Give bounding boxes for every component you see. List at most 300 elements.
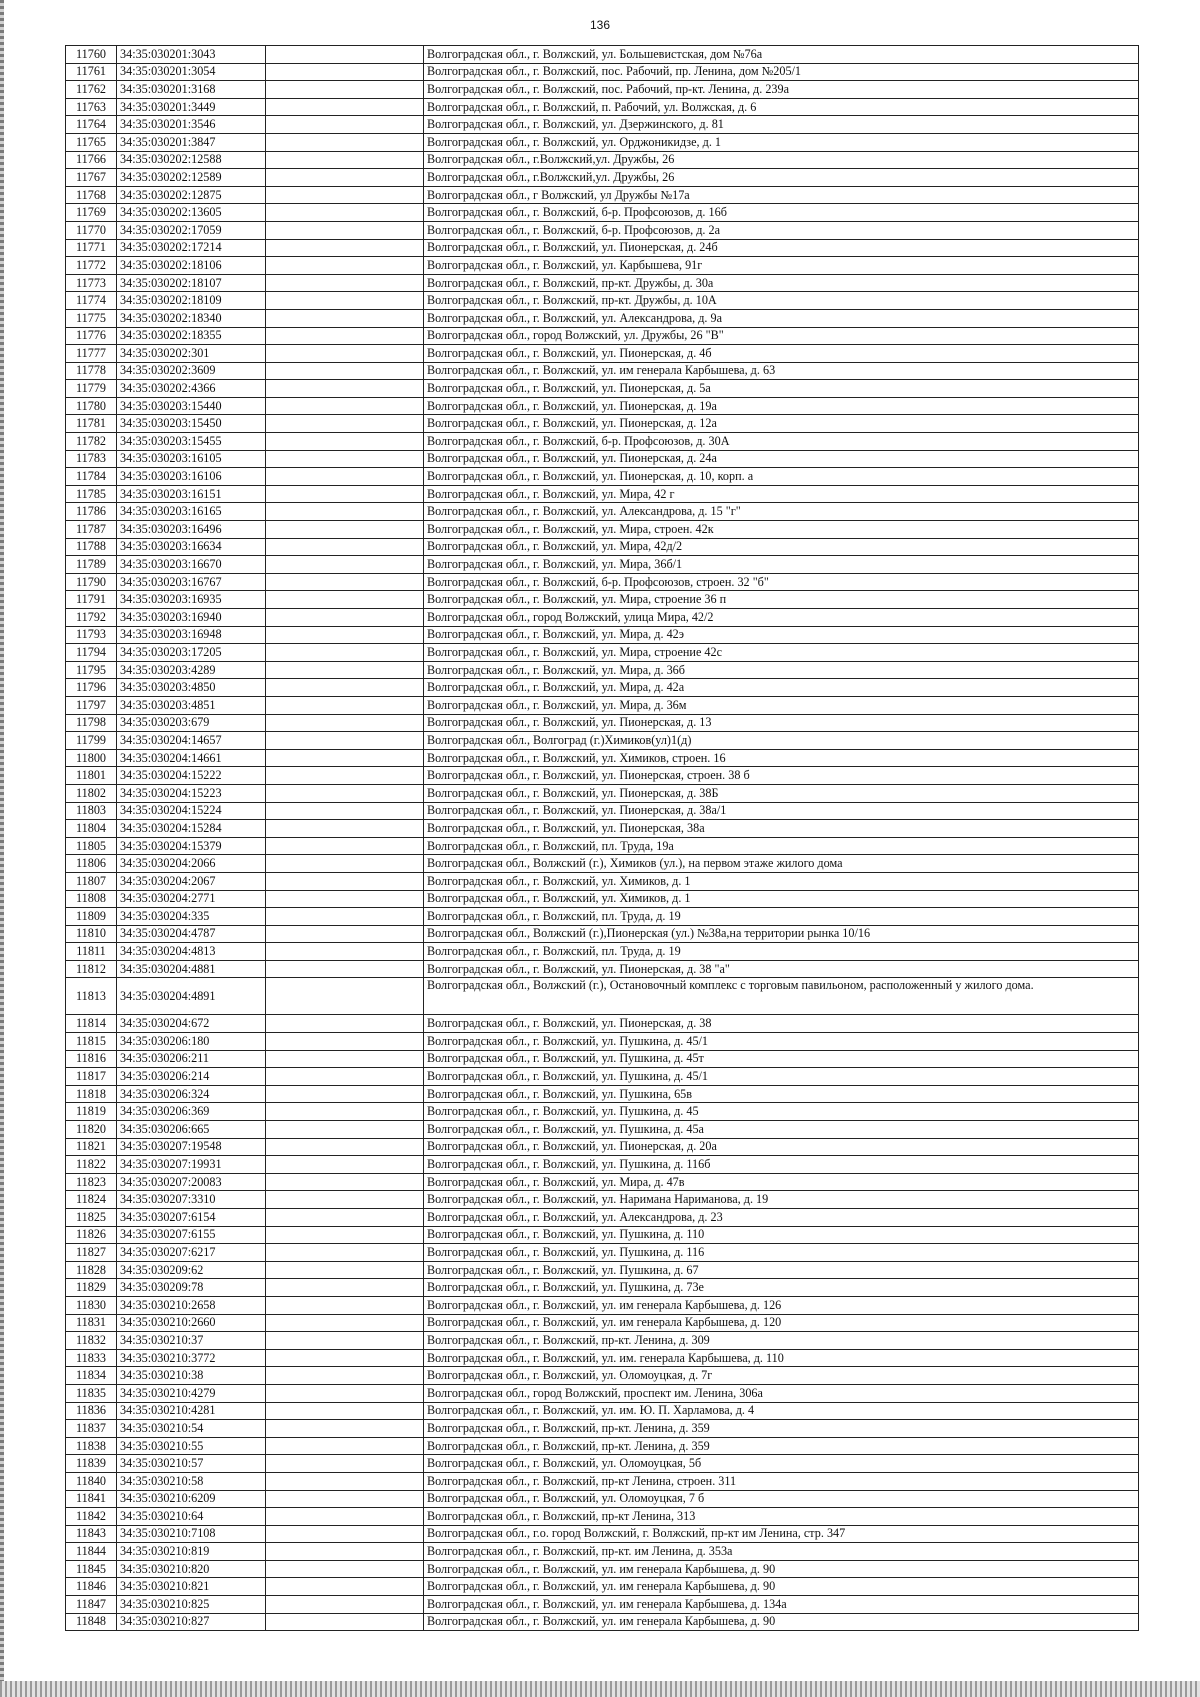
- cadastral-number-cell: 34:35:030210:55: [117, 1437, 266, 1455]
- address-cell: Волгоградская обл., г. Волжский, ул. Пионерская, д. 13: [424, 714, 1139, 732]
- table-row: [66, 1508, 1139, 1526]
- cadastral-number-cell: 34:35:030207:19931: [117, 1156, 266, 1174]
- address-cell: Волгоградская обл., г. Волжский, б-р. Профсоюзов, д. 30А: [424, 433, 1139, 451]
- row-number-cell: 11813: [66, 978, 117, 1015]
- empty-cell: [266, 257, 424, 275]
- table-row: [66, 1384, 1139, 1402]
- address-cell: Волгоградская обл., г. Волжский, пл. Труда, д. 19: [424, 943, 1139, 961]
- table-row: [66, 46, 1139, 64]
- cadastral-number-cell: 34:35:030210:820: [117, 1560, 266, 1578]
- address-cell: Волгоградская обл., город Волжский, ул. Дружбы, 26 "В": [424, 327, 1139, 345]
- table-row: [66, 1613, 1139, 1631]
- table-row: [66, 327, 1139, 345]
- table-row: [66, 1455, 1139, 1473]
- row-number-cell: 11826: [66, 1226, 117, 1244]
- row-number-cell: 11774: [66, 292, 117, 310]
- empty-cell: [266, 1596, 424, 1614]
- address-cell: Волгоградская обл., г. Волжский, ул. Мира, д. 36б: [424, 661, 1139, 679]
- row-number-cell: 11797: [66, 696, 117, 714]
- address-cell: Волгоградская обл., г. Волжский, ул. Пушкина, д. 45: [424, 1103, 1139, 1121]
- table-row: [66, 679, 1139, 697]
- table-row: [66, 1033, 1139, 1051]
- table-row: [66, 732, 1139, 750]
- empty-cell: [266, 169, 424, 187]
- address-cell: Волгоградская обл., Волжский (г.),Пионерская (ул.) №38а,на территории рынка 10/16: [424, 925, 1139, 943]
- empty-cell: [266, 943, 424, 961]
- address-cell: Волгоградская обл., г. Волжский, ул. Оломоуцкая, 7 б: [424, 1490, 1139, 1508]
- address-cell: Волгоградская обл., г Волжский, ул Дружбы №17а: [424, 186, 1139, 204]
- empty-cell: [266, 978, 424, 1015]
- cadastral-number-cell: 34:35:030210:64: [117, 1508, 266, 1526]
- table-row: [66, 1596, 1139, 1614]
- scan-left-edge: [0, 0, 4, 1697]
- row-number-cell: 11765: [66, 133, 117, 151]
- address-cell: Волгоградская обл., г. Волжский, ул. Пушкина, д. 45а: [424, 1121, 1139, 1139]
- address-cell: Волгоградская обл., г. Волжский, пр-кт. им Ленина, д. 353а: [424, 1543, 1139, 1561]
- table-row: [66, 468, 1139, 486]
- empty-cell: [266, 1033, 424, 1051]
- row-number-cell: 11818: [66, 1085, 117, 1103]
- table-row: [66, 1050, 1139, 1068]
- empty-cell: [266, 1437, 424, 1455]
- row-number-cell: 11824: [66, 1191, 117, 1209]
- row-number-cell: 11780: [66, 397, 117, 415]
- address-cell: Волгоградская обл., г.Волжский,ул. Дружбы, 26: [424, 169, 1139, 187]
- row-number-cell: 11819: [66, 1103, 117, 1121]
- table-row: [66, 908, 1139, 926]
- table-row: [66, 415, 1139, 433]
- empty-cell: [266, 749, 424, 767]
- empty-cell: [266, 397, 424, 415]
- table-row: [66, 978, 1139, 1015]
- cadastral-number-cell: 34:35:030207:19548: [117, 1138, 266, 1156]
- cadastral-number-cell: 34:35:030203:679: [117, 714, 266, 732]
- cadastral-number-cell: 34:35:030207:3310: [117, 1191, 266, 1209]
- row-number-cell: 11822: [66, 1156, 117, 1174]
- address-cell: Волгоградская обл., г. Волжский, ул. Пионерская, д. 10, корп. а: [424, 468, 1139, 486]
- empty-cell: [266, 221, 424, 239]
- empty-cell: [266, 960, 424, 978]
- empty-cell: [266, 345, 424, 363]
- cadastral-number-cell: 34:35:030210:6209: [117, 1490, 266, 1508]
- row-number-cell: 11817: [66, 1068, 117, 1086]
- cadastral-number-cell: 34:35:030206:324: [117, 1085, 266, 1103]
- row-number-cell: 11798: [66, 714, 117, 732]
- row-number-cell: 11845: [66, 1560, 117, 1578]
- table-row: [66, 98, 1139, 116]
- address-cell: Волгоградская обл., г. Волжский, пл. Труда, 19а: [424, 837, 1139, 855]
- cadastral-number-cell: 34:35:030202:18340: [117, 309, 266, 327]
- table-row: [66, 1402, 1139, 1420]
- empty-cell: [266, 1261, 424, 1279]
- row-number-cell: 11787: [66, 521, 117, 539]
- table-row: [66, 1472, 1139, 1490]
- table-row: [66, 1279, 1139, 1297]
- address-cell: Волгоградская обл., г. Волжский, ул. Пушкина, 65в: [424, 1085, 1139, 1103]
- empty-cell: [266, 855, 424, 873]
- cadastral-number-cell: 34:35:030203:15440: [117, 397, 266, 415]
- cadastral-number-cell: 34:35:030201:3847: [117, 133, 266, 151]
- table-row: [66, 767, 1139, 785]
- address-cell: Волгоградская обл., г. Волжский, ул. Пионерская, д. 38Б: [424, 784, 1139, 802]
- row-number-cell: 11820: [66, 1121, 117, 1139]
- empty-cell: [266, 521, 424, 539]
- row-number-cell: 11829: [66, 1279, 117, 1297]
- cadastral-number-cell: 34:35:030203:16935: [117, 591, 266, 609]
- cadastral-number-cell: 34:35:030204:4881: [117, 960, 266, 978]
- row-number-cell: 11761: [66, 63, 117, 81]
- empty-cell: [266, 732, 424, 750]
- row-number-cell: 11801: [66, 767, 117, 785]
- cadastral-number-cell: 34:35:030204:335: [117, 908, 266, 926]
- page-number: 136: [589, 18, 611, 32]
- row-number-cell: 11807: [66, 872, 117, 890]
- empty-cell: [266, 1244, 424, 1262]
- cadastral-number-cell: 34:35:030202:12589: [117, 169, 266, 187]
- row-number-cell: 11781: [66, 415, 117, 433]
- address-cell: Волгоградская обл., г. Волжский, ул. им генерала Карбышева, д. 63: [424, 362, 1139, 380]
- row-number-cell: 11843: [66, 1525, 117, 1543]
- table-row: [66, 63, 1139, 81]
- empty-cell: [266, 767, 424, 785]
- address-cell: Волгоградская обл., г. Волжский, пос. Рабочий, пр. Ленина, дом №205/1: [424, 63, 1139, 81]
- cadastral-number-cell: 34:35:030202:13605: [117, 204, 266, 222]
- table-row: [66, 116, 1139, 134]
- table-row: [66, 521, 1139, 539]
- cadastral-number-cell: 34:35:030210:37: [117, 1332, 266, 1350]
- table-row: [66, 257, 1139, 275]
- address-cell: Волгоградская обл., г. Волжский, ул. Пионерская, строен. 38 б: [424, 767, 1139, 785]
- empty-cell: [266, 98, 424, 116]
- table-row: [66, 380, 1139, 398]
- table-row: [66, 1138, 1139, 1156]
- row-number-cell: 11831: [66, 1314, 117, 1332]
- cadastral-number-cell: 34:35:030210:819: [117, 1543, 266, 1561]
- empty-cell: [266, 485, 424, 503]
- table-row: [66, 1085, 1139, 1103]
- row-number-cell: 11816: [66, 1050, 117, 1068]
- cadastral-number-cell: 34:35:030203:16106: [117, 468, 266, 486]
- table-row: [66, 784, 1139, 802]
- address-cell: Волгоградская обл., г. Волжский, ул. Мира, строен. 42к: [424, 521, 1139, 539]
- empty-cell: [266, 1068, 424, 1086]
- table-row: [66, 749, 1139, 767]
- cadastral-number-cell: 34:35:030202:17059: [117, 221, 266, 239]
- empty-cell: [266, 1402, 424, 1420]
- address-cell: Волгоградская обл., г. Волжский, пл. Труда, д. 19: [424, 908, 1139, 926]
- row-number-cell: 11836: [66, 1402, 117, 1420]
- empty-cell: [266, 802, 424, 820]
- cadastral-number-cell: 34:35:030204:2066: [117, 855, 266, 873]
- empty-cell: [266, 239, 424, 257]
- row-number-cell: 11811: [66, 943, 117, 961]
- address-cell: Волгоградская обл., г. Волжский, ул. им. Ю. П. Харламова, д. 4: [424, 1402, 1139, 1420]
- cadastral-number-cell: 34:35:030203:16670: [117, 556, 266, 574]
- row-number-cell: 11789: [66, 556, 117, 574]
- row-number-cell: 11769: [66, 204, 117, 222]
- address-cell: Волгоградская обл., г. Волжский, ул. Пушкина, д. 116: [424, 1244, 1139, 1262]
- address-cell: Волгоградская обл., г. Волжский, ул. Пионерская, д. 12а: [424, 415, 1139, 433]
- cadastral-number-cell: 34:35:030202:4366: [117, 380, 266, 398]
- row-number-cell: 11799: [66, 732, 117, 750]
- cadastral-number-cell: 34:35:030202:12875: [117, 186, 266, 204]
- address-cell: Волгоградская обл., г. Волжский, ул. Пионерская, д. 4б: [424, 345, 1139, 363]
- cadastral-number-cell: 34:35:030202:18109: [117, 292, 266, 310]
- cadastral-number-cell: 34:35:030204:15222: [117, 767, 266, 785]
- table-row: [66, 556, 1139, 574]
- table-row: [66, 1490, 1139, 1508]
- row-number-cell: 11839: [66, 1455, 117, 1473]
- cadastral-number-cell: 34:35:030201:3449: [117, 98, 266, 116]
- cadastral-number-cell: 34:35:030206:665: [117, 1121, 266, 1139]
- empty-cell: [266, 1279, 424, 1297]
- address-cell: Волгоградская обл., г. Волжский, ул. Наримана Нариманова, д. 19: [424, 1191, 1139, 1209]
- table-row: [66, 1332, 1139, 1350]
- row-number-cell: 11841: [66, 1490, 117, 1508]
- cadastral-number-cell: 34:35:030210:3772: [117, 1349, 266, 1367]
- empty-cell: [266, 1314, 424, 1332]
- address-cell: Волгоградская обл., г. Волжский, пр-кт Ленина, строен. 311: [424, 1472, 1139, 1490]
- address-cell: Волгоградская обл., г. Волжский, ул. Пушкина, д. 67: [424, 1261, 1139, 1279]
- empty-cell: [266, 1543, 424, 1561]
- address-cell: Волгоградская обл., г. Волжский, ул. Мира, 42д/2: [424, 538, 1139, 556]
- empty-cell: [266, 116, 424, 134]
- row-number-cell: 11796: [66, 679, 117, 697]
- address-cell: Волгоградская обл., г. Волжский, ул. Оломоуцкая, д. 7г: [424, 1367, 1139, 1385]
- registry-table: [65, 45, 1139, 1631]
- empty-cell: [266, 679, 424, 697]
- address-cell: Волгоградская обл., г. Волжский, б-р. Профсоюзов, строен. 32 "б": [424, 573, 1139, 591]
- cadastral-number-cell: 34:35:030201:3168: [117, 81, 266, 99]
- empty-cell: [266, 292, 424, 310]
- address-cell: Волгоградская обл., город Волжский, проспект им. Ленина, 306а: [424, 1384, 1139, 1402]
- table-row: [66, 925, 1139, 943]
- table-row: [66, 151, 1139, 169]
- empty-cell: [266, 1296, 424, 1314]
- empty-cell: [266, 696, 424, 714]
- table-row: [66, 626, 1139, 644]
- empty-cell: [266, 327, 424, 345]
- address-cell: Волгоградская обл., г. Волжский, пос. Рабочий, пр-кт. Ленина, д. 239а: [424, 81, 1139, 99]
- row-number-cell: 11767: [66, 169, 117, 187]
- cadastral-number-cell: 34:35:030204:15379: [117, 837, 266, 855]
- row-number-cell: 11793: [66, 626, 117, 644]
- table-row: [66, 661, 1139, 679]
- row-number-cell: 11806: [66, 855, 117, 873]
- empty-cell: [266, 1490, 424, 1508]
- row-number-cell: 11825: [66, 1209, 117, 1227]
- address-cell: Волгоградская обл., г. Волжский, ул. им генерала Карбышева, д. 126: [424, 1296, 1139, 1314]
- empty-cell: [266, 1050, 424, 1068]
- row-number-cell: 11794: [66, 644, 117, 662]
- row-number-cell: 11835: [66, 1384, 117, 1402]
- address-cell: Волгоградская обл., г. Волжский, ул. Пионерская, д. 5а: [424, 380, 1139, 398]
- empty-cell: [266, 274, 424, 292]
- empty-cell: [266, 1420, 424, 1438]
- row-number-cell: 11800: [66, 749, 117, 767]
- cadastral-number-cell: 34:35:030203:15450: [117, 415, 266, 433]
- empty-cell: [266, 925, 424, 943]
- empty-cell: [266, 626, 424, 644]
- row-number-cell: 11776: [66, 327, 117, 345]
- address-cell: Волгоградская обл., г. Волжский, ул. Химиков, д. 1: [424, 872, 1139, 890]
- address-cell: Волгоградская обл., г. Волжский, ул. Химиков, д. 1: [424, 890, 1139, 908]
- cadastral-number-cell: 34:35:030202:12588: [117, 151, 266, 169]
- empty-cell: [266, 1103, 424, 1121]
- empty-cell: [266, 1226, 424, 1244]
- table-row: [66, 1261, 1139, 1279]
- empty-cell: [266, 1384, 424, 1402]
- table-row: [66, 1437, 1139, 1455]
- cadastral-number-cell: 34:35:030203:16634: [117, 538, 266, 556]
- row-number-cell: 11773: [66, 274, 117, 292]
- empty-cell: [266, 591, 424, 609]
- address-cell: Волгоградская обл., г. Волжский, ул. Пионерская, д. 38 "а": [424, 960, 1139, 978]
- address-cell: Волгоградская обл., г. Волжский, ул. Пушкина, д. 45/1: [424, 1068, 1139, 1086]
- row-number-cell: 11777: [66, 345, 117, 363]
- cadastral-number-cell: 34:35:030207:6217: [117, 1244, 266, 1262]
- table-row: [66, 1103, 1139, 1121]
- table-row: [66, 890, 1139, 908]
- cadastral-number-cell: 34:35:030204:2771: [117, 890, 266, 908]
- address-cell: Волгоградская обл., город Волжский, улица Мира, 42/2: [424, 609, 1139, 627]
- row-number-cell: 11791: [66, 591, 117, 609]
- row-number-cell: 11775: [66, 309, 117, 327]
- empty-cell: [266, 661, 424, 679]
- table-row: [66, 855, 1139, 873]
- address-cell: Волгоградская обл., г. Волжский, п. Рабочий, ул. Волжская, д. 6: [424, 98, 1139, 116]
- cadastral-number-cell: 34:35:030203:17205: [117, 644, 266, 662]
- cadastral-number-cell: 34:35:030203:16767: [117, 573, 266, 591]
- cadastral-number-cell: 34:35:030204:4891: [117, 978, 266, 1015]
- address-cell: Волгоградская обл., г. Волжский, пр-кт. Ленина, д. 359: [424, 1420, 1139, 1438]
- row-number-cell: 11823: [66, 1173, 117, 1191]
- address-cell: Волгоградская обл., г. Волжский, ул. им генерала Карбышева, д. 90: [424, 1578, 1139, 1596]
- row-number-cell: 11783: [66, 450, 117, 468]
- table-row: [66, 1560, 1139, 1578]
- table-row: [66, 538, 1139, 556]
- table-row: [66, 1209, 1139, 1227]
- cadastral-number-cell: 34:35:030202:18107: [117, 274, 266, 292]
- address-cell: Волгоградская обл., г. Волжский, пр-кт. Ленина, д. 309: [424, 1332, 1139, 1350]
- table-row: [66, 1173, 1139, 1191]
- row-number-cell: 11842: [66, 1508, 117, 1526]
- empty-cell: [266, 1209, 424, 1227]
- empty-cell: [266, 380, 424, 398]
- cadastral-number-cell: 34:35:030207:6154: [117, 1209, 266, 1227]
- table-row: [66, 362, 1139, 380]
- empty-cell: [266, 1367, 424, 1385]
- table-row: [66, 943, 1139, 961]
- cadastral-number-cell: 34:35:030204:14657: [117, 732, 266, 750]
- row-number-cell: 11804: [66, 820, 117, 838]
- row-number-cell: 11809: [66, 908, 117, 926]
- cadastral-number-cell: 34:35:030210:827: [117, 1613, 266, 1631]
- table-row: [66, 309, 1139, 327]
- address-cell: Волгоградская обл., г. Волжский, ул. Мира, д. 36м: [424, 696, 1139, 714]
- table-row: [66, 204, 1139, 222]
- cadastral-number-cell: 34:35:030210:4281: [117, 1402, 266, 1420]
- table-row: [66, 1525, 1139, 1543]
- table-row: [66, 433, 1139, 451]
- empty-cell: [266, 872, 424, 890]
- row-number-cell: 11768: [66, 186, 117, 204]
- cadastral-number-cell: 34:35:030206:214: [117, 1068, 266, 1086]
- table-row: [66, 609, 1139, 627]
- row-number-cell: 11785: [66, 485, 117, 503]
- table-row: [66, 696, 1139, 714]
- empty-cell: [266, 415, 424, 433]
- row-number-cell: 11766: [66, 151, 117, 169]
- cadastral-number-cell: 34:35:030203:4851: [117, 696, 266, 714]
- row-number-cell: 11772: [66, 257, 117, 275]
- row-number-cell: 11848: [66, 1613, 117, 1631]
- row-number-cell: 11814: [66, 1015, 117, 1033]
- cadastral-number-cell: 34:35:030203:16496: [117, 521, 266, 539]
- empty-cell: [266, 556, 424, 574]
- row-number-cell: 11844: [66, 1543, 117, 1561]
- empty-cell: [266, 644, 424, 662]
- address-cell: Волгоградская обл., г. Волжский, ул. Оломоуцкая, 5б: [424, 1455, 1139, 1473]
- empty-cell: [266, 1191, 424, 1209]
- row-number-cell: 11838: [66, 1437, 117, 1455]
- address-cell: Волгоградская обл., г. Волжский, б-р. Профсоюзов, д. 16б: [424, 204, 1139, 222]
- address-cell: Волгоградская обл., г. Волжский, ул. Мира, 42 г: [424, 485, 1139, 503]
- cadastral-number-cell: 34:35:030210:821: [117, 1578, 266, 1596]
- address-cell: Волгоградская обл., г. Волжский, ул. Карбышева, 91г: [424, 257, 1139, 275]
- cadastral-number-cell: 34:35:030201:3043: [117, 46, 266, 64]
- address-cell: Волгоградская обл., г. Волжский, ул. им. генерала Карбышева, д. 110: [424, 1349, 1139, 1367]
- table-row: [66, 503, 1139, 521]
- table-row: [66, 714, 1139, 732]
- cadastral-number-cell: 34:35:030210:2658: [117, 1296, 266, 1314]
- table-row: [66, 450, 1139, 468]
- address-cell: Волгоградская обл., г. Волжский, ул. Пушкина, д. 45/1: [424, 1033, 1139, 1051]
- empty-cell: [266, 503, 424, 521]
- empty-cell: [266, 837, 424, 855]
- row-number-cell: 11833: [66, 1349, 117, 1367]
- table-row: [66, 239, 1139, 257]
- table-row: [66, 1543, 1139, 1561]
- address-cell: Волгоградская обл., г. Волжский, ул. им генерала Карбышева, д. 134а: [424, 1596, 1139, 1614]
- row-number-cell: 11760: [66, 46, 117, 64]
- empty-cell: [266, 784, 424, 802]
- table-row: [66, 345, 1139, 363]
- row-number-cell: 11786: [66, 503, 117, 521]
- table-row: [66, 573, 1139, 591]
- cadastral-number-cell: 34:35:030203:4289: [117, 661, 266, 679]
- row-number-cell: 11810: [66, 925, 117, 943]
- cadastral-number-cell: 34:35:030204:15223: [117, 784, 266, 802]
- cadastral-number-cell: 34:35:030206:180: [117, 1033, 266, 1051]
- table-row: [66, 1244, 1139, 1262]
- address-cell: Волгоградская обл., г. Волжский, ул. Мира, д. 42э: [424, 626, 1139, 644]
- table-row: [66, 1015, 1139, 1033]
- cadastral-number-cell: 34:35:030201:3546: [117, 116, 266, 134]
- empty-cell: [266, 1578, 424, 1596]
- empty-cell: [266, 81, 424, 99]
- cadastral-number-cell: 34:35:030209:62: [117, 1261, 266, 1279]
- row-number-cell: 11840: [66, 1472, 117, 1490]
- address-cell: Волгоградская обл., г. Волжский, б-р. Профсоюзов, д. 2а: [424, 221, 1139, 239]
- cadastral-number-cell: 34:35:030203:16940: [117, 609, 266, 627]
- address-cell: Волгоградская обл., г. Волжский, ул. Пионерская, д. 24а: [424, 450, 1139, 468]
- cadastral-number-cell: 34:35:030203:16105: [117, 450, 266, 468]
- row-number-cell: 11830: [66, 1296, 117, 1314]
- cadastral-number-cell: 34:35:030210:825: [117, 1596, 266, 1614]
- empty-cell: [266, 204, 424, 222]
- cadastral-number-cell: 34:35:030203:16948: [117, 626, 266, 644]
